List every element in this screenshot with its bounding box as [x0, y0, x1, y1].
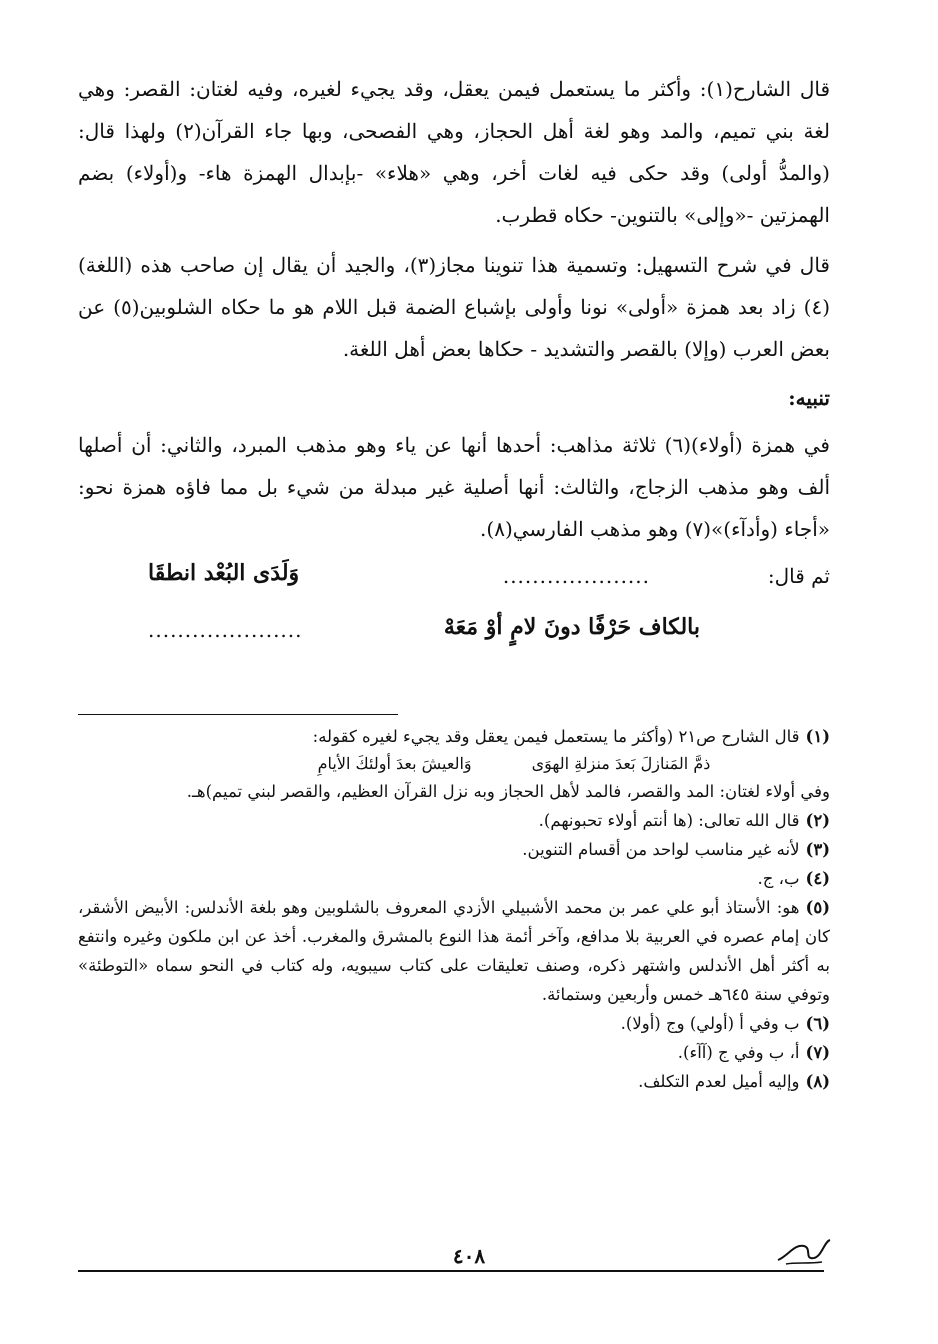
footnote-2	[78, 806, 830, 835]
footnote-number: (٢)	[805, 811, 830, 830]
footnote-5	[78, 893, 830, 1009]
page-number: ٤٠٨	[452, 1244, 486, 1268]
footnote-number: (٧)	[805, 1043, 830, 1062]
footnote-8	[78, 1067, 830, 1096]
footnote-6	[78, 1009, 830, 1038]
couplet-first: ذمَّ المَنازلَ بَعدَ منزلةِ الهوَى	[531, 754, 711, 773]
footnotes	[78, 722, 830, 1096]
footnote-text: أ، ب وفي ج (آآء).	[677, 1043, 800, 1062]
signature-mark-icon	[774, 1234, 834, 1268]
bottom-rule	[78, 1270, 824, 1272]
paragraph-2: قال في شرح التسهيل: وتسمية هذا تنوينا مجاز(٣)، والجيد أن يقال إن صاحب هذه (اللغة)(٤) زاد بعد همزة «أولى» نونا وأولى بإشباع الضمة قبل اللام هو ما حكاه الشلوبين(٥) عن بعض العرب (وإلا) بالقصر والتشديد - حكاها بعض أهل اللغة.	[78, 253, 830, 361]
verse-hemistich-2: بالكاف حَرْفًا دونَ لامٍ أوْ مَعَهْ	[443, 614, 700, 640]
footnote-3	[78, 835, 830, 864]
footnote-separator	[78, 714, 398, 715]
footnote-text: قال الشارح ص٢١ (وأكثر ما يستعمل فيمن يعقل وقد يجيء لغيره كقوله:	[312, 727, 800, 746]
footnote-number: (١)	[805, 727, 830, 746]
main-text	[78, 68, 830, 662]
footnote-text: قال الله تعالى: (ها أنتم أولاء تحبونهم).	[538, 811, 800, 830]
footnote-couplet	[78, 751, 830, 777]
footnote-text: ب وفي أ (أولي) وج (أولا).	[620, 1014, 800, 1033]
footnote-4	[78, 864, 830, 893]
footnote-7	[78, 1038, 830, 1067]
verse-hemistich-1: وَلَدَى البُعْد انطقَا	[148, 560, 300, 586]
footnote-1	[78, 722, 830, 751]
footnote-number: (٨)	[805, 1072, 830, 1091]
verse-dots-1: ....................	[502, 564, 650, 588]
footnote-number: (٥)	[805, 898, 830, 917]
footnote-text: وإليه أميل لعدم التكلف.	[638, 1072, 800, 1091]
couplet-second: وَالعيشَ بعدَ أولئكَ الأيامِ	[317, 754, 472, 773]
verse-dots-2: .....................	[148, 618, 303, 642]
verse-block	[78, 558, 830, 662]
footnote-text: لأنه غير مناسب لواحد من أقسام التنوين.	[522, 840, 800, 859]
footnote-number: (٦)	[805, 1014, 830, 1033]
footnote-number: (٤)	[805, 869, 830, 888]
paragraph-1: قال الشارح(١): وأكثر ما يستعمل فيمن يعقل، وقد يجيء لغيره، وفيه لغتان: القصر: وهي لغة بني تميم، والمد وهو لغة أهل الحجاز، وهي الفصحى، وبها جاء القرآن(٢) ولهذا قال: (والمدُّ أولى) وقد حكى فيه لغات أخر، وهي «هلاء» -بإبدال الهمزة هاء- و(أولاء) بضم الهمزتين -«وإلى» بالتنوين- حكاه قطرب.	[78, 77, 831, 227]
paragraph-3: في همزة (أولاء)(٦) ثلاثة مذاهب: أحدها أنها عن ياء وهو مذهب المبرد، والثاني: أن أصلها ألف وهو مذهب الزجاج، والثالث: أنها أصلية غير مبدلة من شيء بل مما فاؤه همزة نحو: «أجاء (وأدآء)»(٧) وهو مذهب الفارسي(٨).	[78, 433, 830, 541]
footnote-text: هو: الأستاذ أبو علي عمر بن محمد الأشبيلي الأزدي المعروف بالشلوبين وهو بلغة الأندلس: الأبيض الأشقر، كان إمام عصره في العربية بلا مدافع، وآخر أئمة هذا النوع بالمشرق والمغرب. أخذ عن ابن ملكون وغيره وانتفع به أكثر أهل الأندلس واشتهر ذكره، وصنف تعليقات على كتاب سيبويه، وله كتاب في النحو سماه «التوطئة» وتوفي سنة ٦٤٥هـ خمس وأربعين وستمائة.	[78, 898, 830, 1004]
footnote-number: (٣)	[805, 840, 830, 859]
footnote-text: ب، ج.	[757, 869, 800, 888]
verse-intro: ثم قال:	[767, 564, 830, 588]
section-heading: تنبيه:	[788, 386, 830, 410]
footnote-1-continuation: وفي أولاء لغتان: المد والقصر، فالمد لأهل الحجاز وبه نزل القرآن العظيم، والقصر لبني تميم)هـ.	[186, 782, 830, 801]
